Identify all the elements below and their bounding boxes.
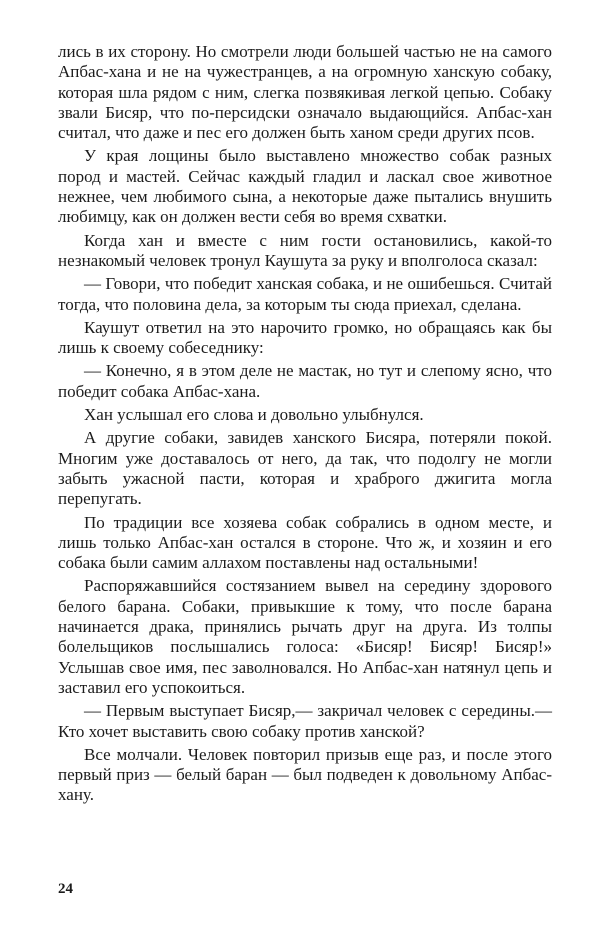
paragraph-8: А другие собаки, завидев ханского Бисяра, потеряли покой. Многим уже доставалось от него, да так, что подолгу не могли забыть ужасной пасти, которая и храброго джигита могла перепугать.	[58, 428, 552, 509]
paragraph-10: Распоряжавшийся состязанием вывел на середину здорового белого барана. Собаки, привыкшие к тому, что после барана начинается драка, принялись рычать друг на друга. Из толпы болельщиков послышались голоса: «Бисяр! Бисяр! Бисяр!» Услышав свое имя, пес заволновался. Но Апбас-хан натянул цепь и заставил его успокоиться.	[58, 576, 552, 697]
page-number: 24	[58, 881, 73, 897]
paragraph-9: По традиции все хозяева собак собрались в одном месте, и лишь только Апбас-хан остался в стороне. Что ж, и хозяин и его собака были самим аллахом поставлены над остальными!	[58, 512, 552, 573]
page-text-block	[58, 42, 552, 902]
paragraph-6: — Конечно, я в этом деле не мастак, но тут и слепому ясно, что победит собака Апбас-хана.	[58, 361, 552, 401]
paragraph-11: — Первым выступает Бисяр,— закричал человек с середины.— Кто хочет выставить свою собаку против ханской?	[58, 701, 552, 741]
paragraph-3: Когда хан и вместе с ним гости остановились, какой-то незнакомый человек тронул Каушута за руку и вполголоса сказал:	[58, 230, 552, 270]
paragraph-2: У края лощины было выставлено множество собак разных пород и мастей. Сейчас каждый гладил и ласкал свое животное нежнее, чем любимого сына, а некоторые даже пытались внушить любимцу, как он должен вести себя во время схватки.	[58, 146, 552, 227]
paragraph-4: — Говори, что победит ханская собака, и не ошибешься. Считай тогда, что половина дела, за которым ты сюда приехал, сделана.	[58, 274, 552, 314]
paragraph-5: Каушут ответил на это нарочито громко, но обращаясь как бы лишь к своему собеседнику:	[58, 317, 552, 358]
paragraph-12: Все молчали. Человек повторил призыв еще раз, и после этого первый приз — белый баран — был подведен к довольному Апбас-хану.	[58, 744, 552, 805]
paragraph-1: лись в их сторону. Но смотрели люди большей частью не на самого Апбас-хана и не на чужестранцев, а на огромную ханскую собаку, которая шла рядом с ним, слегка позвякивая легкой цепью. Собаку звали Бисяр, что по-персидски означало выдающийся. Апбас-хан считал, что даже и пес его должен быть ханом среди других псов.	[58, 42, 552, 143]
paragraph-7: Хан услышал его слова и довольно улыбнулся.	[84, 405, 424, 425]
